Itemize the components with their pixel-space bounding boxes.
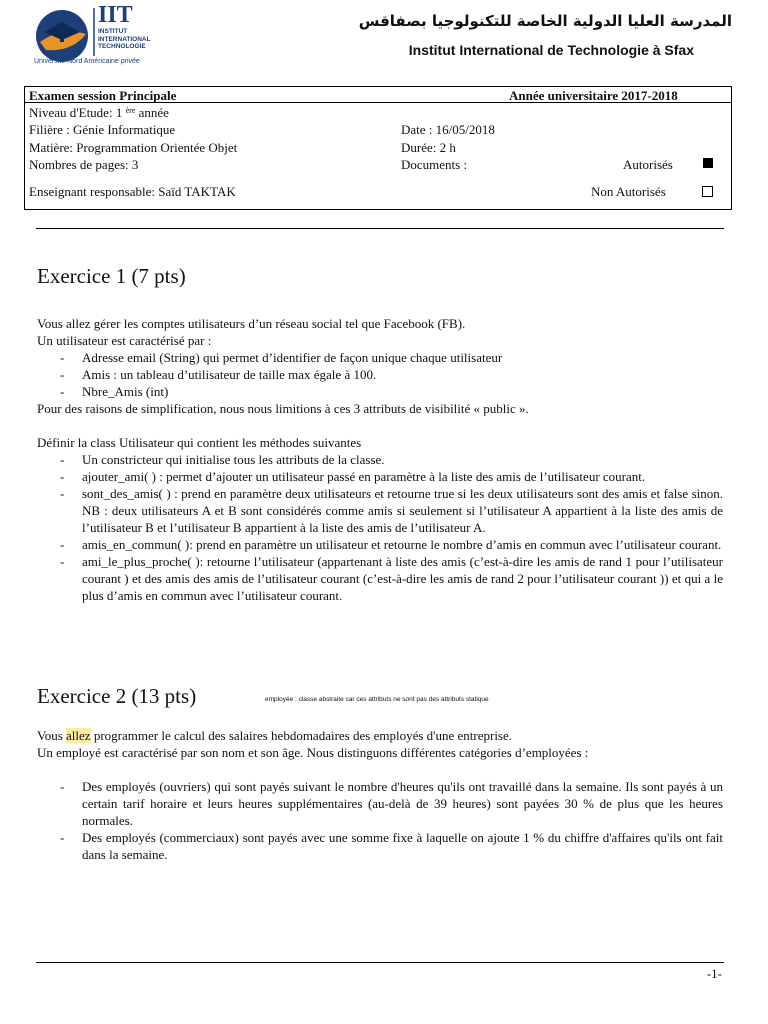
arabic-institute-name: المدرسة العليا الدولية الخاصة للتكنولوجيا بصفاقس	[358, 12, 732, 30]
teacher: Enseignant responsable: Saïd TAKTAK	[29, 184, 236, 199]
institute-name: Institut International de Technologie à Sfax	[408, 42, 694, 58]
page-number: -1-	[706, 966, 722, 981]
attribute-list	[37, 349, 723, 400]
documents-label: Documents :	[401, 157, 468, 172]
academic-year: Année universitaire 2017-2018	[509, 88, 678, 103]
list-item: - Des employés (commerciaux) sont payés avec une somme fixe à laquelle on ajoute 1 % du chiffre d'affaires qu'ils ont fait dans la semaine.	[60, 830, 723, 862]
exercise-1-body	[37, 315, 723, 604]
ex1-intro-2: Un utilisateur est caractérisé par :	[37, 333, 212, 348]
authorized-checkbox	[703, 158, 713, 168]
ex1-intro: Vous allez gérer les comptes utilisateurs d’un réseau social tel que Facebook (FB).	[37, 316, 466, 331]
filiere: Filière : Génie Informatique	[29, 122, 176, 137]
exercise-2-title: Exercice 2 (13 pts)	[37, 684, 197, 708]
list-item: - ami_le_plus_proche( ): retourne l’utilisateur (appartenant à liste des amis (c’est-à-dire les amis de rand 1 pour l’utilisateur courant ) et des amis des amis de l’utilisateur courant (c’est-à-dire les amis de rand 2 pour l’utilisateur courant )) et qui a le plus d’amis en commun avec l’utilisateur courant.	[60, 554, 723, 603]
exam-duration: Durée: 2 h	[401, 140, 456, 155]
logo-text: INSTITUT INTERNATIONAL TECHNOLOGIE	[98, 28, 151, 50]
list-item: - Adresse email (String) qui permet d’identifier de façon unique chaque utilisateur	[60, 350, 503, 365]
ex2-intro-2: Un employé est caractérisé par son nom et son âge. Nous distinguons différentes catégories d’employées :	[37, 745, 589, 760]
ex1-define: Définir la class Utilisateur qui contient les méthodes suivantes	[37, 435, 362, 450]
handwritten-note: employée : classe abstraite car ces attributs ne sont pas des attributs statique	[265, 696, 489, 703]
institution-logo	[32, 4, 182, 68]
ex1-simplification: Pour des raisons de simplification, nous nous limitions à ces 3 attributs de visibilité « public ».	[37, 401, 529, 416]
list-item: - Nbre_Amis (int)	[60, 384, 169, 399]
not-authorized-checkbox	[702, 186, 713, 197]
page-count: Nombres de pages: 3	[29, 157, 139, 172]
authorized-label: Autorisés	[623, 157, 673, 172]
exercise-1-title: Exercice 1 (7 pts)	[37, 264, 186, 288]
list-item: - Un constricteur qui initialise tous les attributs de la classe.	[60, 452, 385, 467]
ex2-intro: Vous allez programmer le calcul des salaires hebdomadaires des employés d'une entreprise.	[37, 728, 513, 743]
matiere: Matière: Programmation Orientée Objet	[29, 140, 238, 155]
logo-abbrev: IIT	[98, 2, 133, 28]
exam-date: Date : 16/05/2018	[401, 122, 495, 137]
study-level: Niveau d'Etude: 1 $^{ère}$ année	[29, 105, 169, 120]
footer-rule	[36, 962, 724, 963]
header-rule	[36, 228, 724, 229]
list-item: - Des employés (ouvriers) qui sont payés suivant le nombre d'heures qu'ils ont travaillé dans la semaine. Ils sont payés à un certain tarif horaire et leurs heures supplémentaires (au-delà de 39 heures) sont payées 30 % de plus que les heures normales.	[60, 779, 723, 828]
method-list	[37, 451, 723, 604]
highlighted-word: allez	[66, 728, 91, 743]
list-item: - ajouter_ami( ) : permet d’ajouter un utilisateur passé en paramètre à la liste des amis de l’utilisateur courant.	[60, 469, 646, 484]
list-item: - Amis : un tableau d’utilisateur de taille max égale à 100.	[60, 367, 377, 382]
list-item: - amis_en_commun( ): prend en paramètre un utilisateur et retourne le nombre d’amis en commun avec l’utilisateur courant.	[60, 537, 722, 552]
exercise-2-body	[37, 727, 723, 863]
not-authorized-label: Non Autorisés	[591, 184, 666, 199]
session-label: Examen session Principale	[29, 88, 177, 103]
employee-category-list	[37, 778, 723, 863]
exam-info-table	[24, 86, 732, 210]
list-item: - sont_des_amis( ) : prend en paramètre deux utilisateurs et retourne true si les deux utilisateurs sont des amis et false sinon. NB : deux utilisateurs A et B sont considérés comme amis si seulement si l’utilisateur A appartient à la liste des amis de l’utilisateur B et l’utilisateur B appartient à la liste des amis de l’utilisateur A.	[60, 486, 723, 535]
logo-tagline: Université Nord Américaine privée	[34, 58, 140, 65]
